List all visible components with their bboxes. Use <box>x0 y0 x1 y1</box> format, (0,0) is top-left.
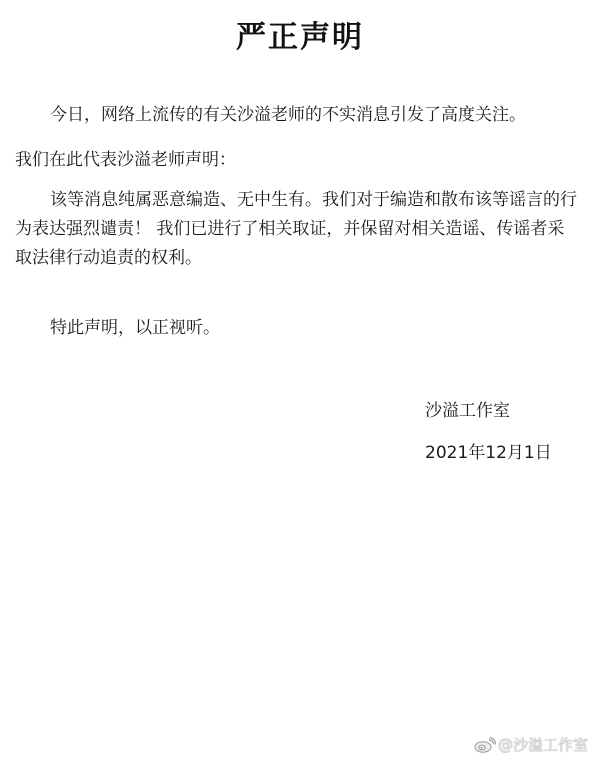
paragraph-intro: 今日，网络上流传的有关沙溢老师的不实消息引发了高度关注。 <box>50 105 526 125</box>
signature-date: 2021年12月1日 <box>425 443 552 463</box>
signature-name: 沙溢工作室 <box>425 401 510 421</box>
paragraph-declaration: 我们在此代表沙溢老师声明： <box>15 150 236 170</box>
weibo-icon <box>474 737 496 753</box>
paragraph-body: 该等消息纯属恶意编造、无中生有。我们对于编造和散布该等谣言的行为表达强烈谴责！ 我们已进行了相关取证，并保留对相关造谣、传谣者采取法律行动追责的权利。 <box>15 190 577 268</box>
paragraph-closing: 特此声明，以正视听。 <box>50 318 220 338</box>
page-title: 严正声明 <box>236 20 364 55</box>
weibo-watermark <box>474 734 588 755</box>
watermark-text: @沙溢工作室 <box>497 736 588 754</box>
